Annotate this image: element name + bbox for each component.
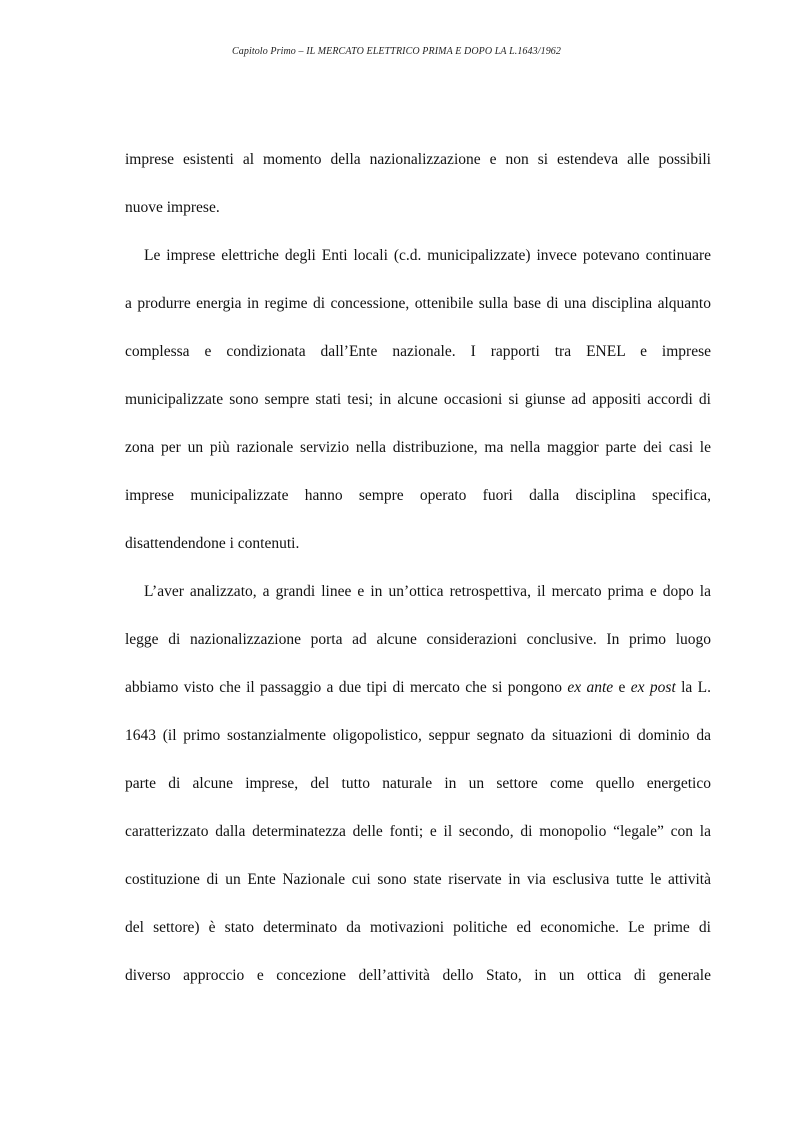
text-segment: abbiamo visto che il passaggio a due tipi di mercato che si pongono <box>125 679 568 696</box>
text-line: nuove imprese. <box>125 199 220 216</box>
text-line: a produrre energia in regime di concessione, ottenibile sulla base di una disciplina alquanto <box>125 295 711 312</box>
text-line-with-italics <box>125 664 711 712</box>
text-line: zona per un più razionale servizio nella distribuzione, ma nella maggior parte dei casi le <box>125 439 711 456</box>
text-line: diverso approccio e concezione dell’attività dello Stato, in un ottica di generale <box>125 967 711 984</box>
text-line: costituzione di un Ente Nazionale cui sono state riservate in via esclusiva tutte le attività <box>125 871 711 888</box>
paragraph-start-line: L’aver analizzato, a grandi linee e in un’ottica retrospettiva, il mercato prima e dopo la <box>144 583 711 600</box>
text-line: caratterizzato dalla determinatezza delle fonti; e il secondo, di monopolio “legale” con la <box>125 823 711 840</box>
text-line: disattendendone i contenuti. <box>125 535 300 552</box>
text-line: parte di alcune imprese, del tutto naturale in un settore come quello energetico <box>125 775 711 792</box>
text-line: 1643 (il primo sostanzialmente oligopolistico, seppur segnato da situazioni di dominio da <box>125 727 711 744</box>
body-text <box>125 136 711 1000</box>
text-line: municipalizzate sono sempre stati tesi; in alcune occasioni si giunse ad appositi accordi di <box>125 391 711 408</box>
text-line: del settore) è stato determinato da motivazioni politiche ed economiche. Le prime di <box>125 919 711 936</box>
italic-term-ex-ante: ex ante <box>567 679 614 696</box>
text-line: imprese esistenti al momento della nazionalizzazione e non si estendeva alle possibili <box>125 151 711 168</box>
paragraph-start-line: Le imprese elettriche degli Enti locali (c.d. municipalizzate) invece potevano continuare <box>144 247 711 264</box>
text-segment: la L. <box>675 679 711 696</box>
italic-term-ex-post: ex post <box>630 679 676 696</box>
text-line: complessa e condizionata dall’Ente nazionale. I rapporti tra ENEL e imprese <box>125 343 711 360</box>
text-line: legge di nazionalizzazione porta ad alcune considerazioni conclusive. In primo luogo <box>125 631 711 648</box>
text-segment: e <box>613 679 631 696</box>
running-header: Capitolo Primo – IL MERCATO ELETTRICO PRIMA E DOPO LA L.1643/1962 <box>231 46 562 57</box>
text-line: imprese municipalizzate hanno sempre operato fuori dalla disciplina specifica, <box>125 487 711 504</box>
